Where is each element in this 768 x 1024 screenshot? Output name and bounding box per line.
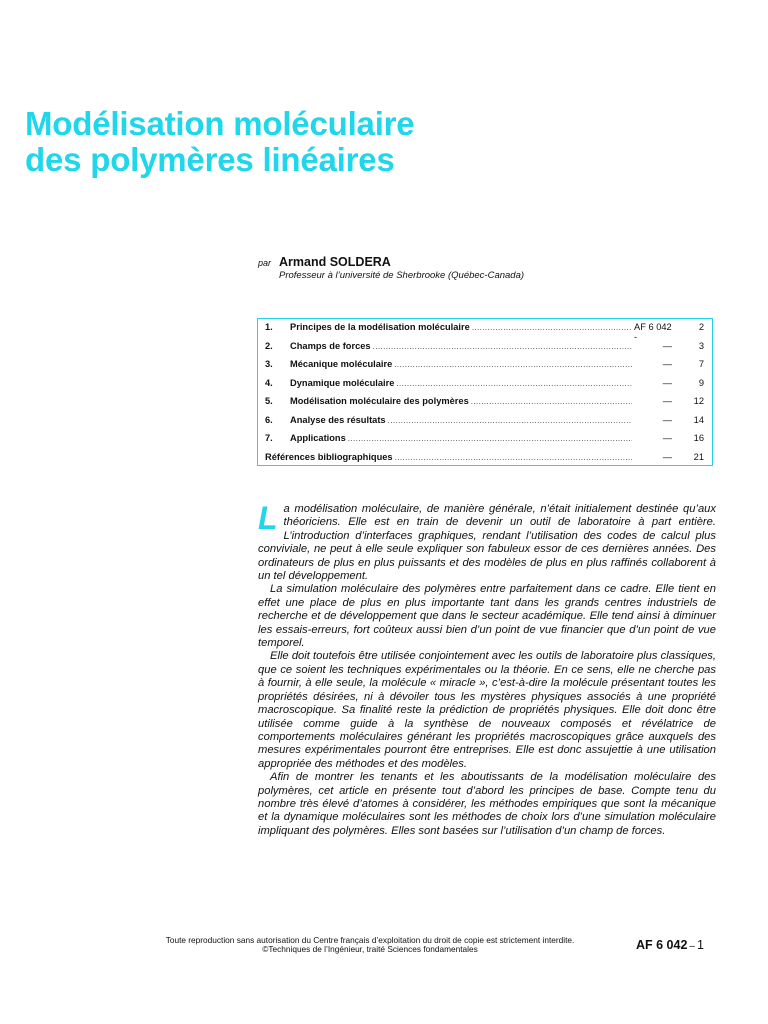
paragraph: La simulation moléculaire des polymères entre parfaitement dans ce cadre. Elle tient en effet une place de plus en plus importante tant dans les grands centres industriels de recherche et de développement que dans le secteur académique. Elle tend ainsi à diminuer les essais-erreurs, fort coûteux aussi bien d’un point de vue financier que d’un point de vue temporel. [258, 583, 716, 650]
article-code: AF 6 042 [636, 938, 688, 952]
toc-page: 7 [698, 359, 704, 369]
toc-reference [634, 341, 704, 351]
copyright-source: ©Techniques de l’Ingénieur, traité Sciences fondamentales [262, 944, 478, 954]
author-name: Armand SOLDERA [279, 255, 391, 269]
toc-reference [634, 378, 704, 388]
toc-row[interactable] [265, 341, 704, 360]
toc-title: Principes de la modélisation moléculaire [290, 322, 470, 332]
toc-title: Applications [290, 433, 346, 443]
toc-reference [634, 322, 704, 342]
toc-prefix: — [662, 396, 672, 406]
paragraph: Elle doit toutefois être utilisée conjointement avec les outils de laboratoire plus classiques, que ce soient les techniques expérimentales ou la théorie. En ce sens, elle ne cherche pas à fournir, à elle seule, la molécule « miracle », c’est-à-dire la molécule présentant toutes les propriétés désirées, ni à dévoiler tous les mystères physiques associés à une propriété macroscopique. Sa finalité reste la prédiction de propriétés physiques. Elle doit donc être utilisée comme guide à la synthèse de nouveaux composés et révélatrice de comportements moléculaires générant les propriétés macroscopiques grâce auxquels des mesures expérimentales pourront être entreprises. Elle est donc assujettie à une utilisation appropriée des méthodes et des modèles. [258, 650, 716, 770]
toc-page: 21 [693, 451, 704, 462]
toc-title: Analyse des résultats [290, 414, 386, 425]
page-separator: – [689, 941, 695, 952]
toc-number: 7. [265, 433, 273, 443]
toc-reference [634, 433, 704, 443]
table-of-contents [257, 318, 713, 466]
toc-title: Références bibliographiques [265, 451, 393, 462]
toc-prefix: AF 6 042 - [634, 322, 672, 342]
toc-title: Mécanique moléculaire [290, 359, 393, 369]
footer-copyright [130, 936, 610, 954]
toc-page: 14 [693, 414, 704, 425]
toc-prefix: — [662, 433, 672, 443]
copyright-notice: Toute reproduction sans autorisation du Centre français d’exploitation du droit de copie est strictement interdite. [165, 935, 575, 945]
toc-prefix: — [662, 377, 672, 388]
toc-row-references[interactable] [265, 452, 704, 471]
page-reference [636, 938, 704, 952]
paragraph [258, 500, 716, 583]
toc-prefix: — [662, 340, 672, 351]
toc-reference [634, 452, 704, 462]
toc-page: 2 [698, 322, 704, 332]
paragraph-text: a modélisation moléculaire, de manière générale, n’était initialement destinée qu’aux théoriciens. Elle est en train de devenir un outil de laboratoire à part entière. L’introduction d’interfaces graphiques, rendant l’utilisation des codes de calcul plus conviviale, ne peut à elle seule expliquer son fabuleux essor de ces dernières années. Des ordinateurs de plus en plus puissants et des modèles de plus en plus raffinés collaborent à un tel développement. [258, 503, 716, 583]
toc-leader-dots [396, 379, 632, 388]
toc-prefix: — [662, 414, 672, 425]
toc-row[interactable] [265, 396, 704, 415]
toc-row[interactable] [265, 322, 704, 341]
toc-reference [634, 415, 704, 425]
toc-reference [634, 359, 704, 369]
toc-prefix: — [662, 451, 672, 462]
toc-title: Modélisation moléculaire des polymères [290, 396, 469, 406]
toc-row[interactable] [265, 415, 704, 434]
toc-row[interactable] [265, 433, 704, 452]
drop-cap: L [258, 500, 278, 536]
toc-leader-dots [348, 434, 632, 443]
title-line-1: Modélisation moléculaire [25, 105, 415, 142]
introduction-text [258, 500, 716, 838]
author-affiliation: Professeur à l’université de Sherbrooke (Québec-Canada) [279, 270, 525, 281]
toc-page: 9 [698, 377, 704, 388]
toc-leader-dots [395, 453, 632, 462]
article-title [25, 106, 414, 178]
toc-leader-dots [394, 360, 632, 369]
toc-number: 6. [265, 414, 273, 425]
toc-reference [634, 396, 704, 406]
author-prefix: par [258, 258, 272, 268]
toc-leader-dots [388, 416, 632, 425]
toc-title: Champs de forces [290, 340, 371, 351]
page-number: 1 [696, 938, 704, 952]
toc-row[interactable] [265, 378, 704, 397]
toc-number: 5. [265, 396, 273, 406]
toc-leader-dots [472, 323, 632, 332]
toc-title: Dynamique moléculaire [290, 377, 395, 388]
author-line [258, 255, 524, 269]
toc-number: 2. [265, 340, 273, 351]
paragraph: Afin de montrer les tenants et les aboutissants de la modélisation moléculaire des polymères, cet article en présente tout d’abord les principes de base. Compte tenu du nombre très élevé d’atomes à considérer, les méthodes empiriques que sont la mécanique et la dynamique moléculaires sont les méthodes de choix lors d’une simulation moléculaire impliquant des polymères. Elles sont basées sur l’utilisation d’un champ de forces. [258, 771, 716, 837]
toc-number: 3. [265, 359, 273, 369]
toc-page: 16 [693, 433, 704, 443]
title-line-2: des polymères linéaires [25, 141, 395, 178]
author-block [258, 255, 524, 281]
toc-leader-dots [373, 342, 632, 351]
toc-prefix: — [662, 359, 672, 369]
toc-number: 1. [265, 322, 273, 332]
toc-leader-dots [471, 397, 632, 406]
toc-number: 4. [265, 377, 273, 388]
toc-row[interactable] [265, 359, 704, 378]
toc-page: 12 [693, 396, 704, 406]
toc-page: 3 [698, 340, 704, 351]
